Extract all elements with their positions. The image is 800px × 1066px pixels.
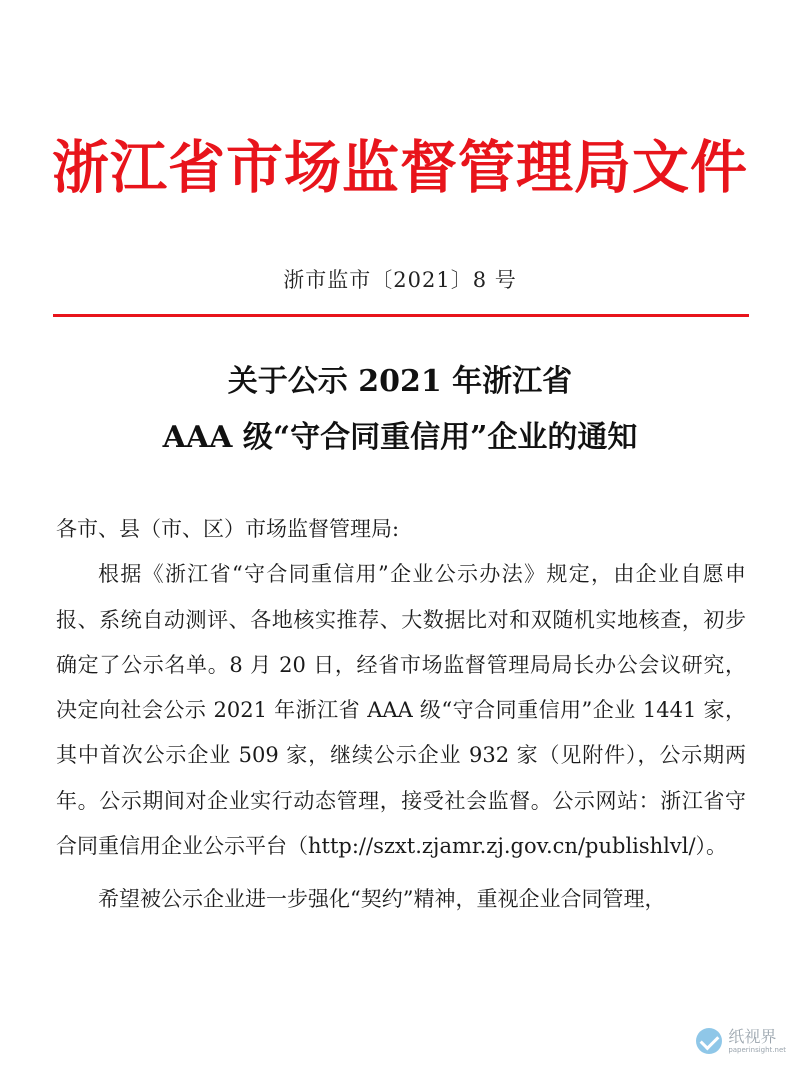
document-body [56, 507, 746, 923]
document-number: 浙市监市〔2021〕8 号 [283, 268, 517, 292]
paperinsight-logo-icon [696, 1028, 722, 1054]
salutation: 各市、县（市、区）市场监督管理局: [56, 517, 400, 541]
red-divider-line [53, 314, 749, 317]
body-paragraph-1: 根据《浙江省“守合同重信用”企业公示办法》规定，由企业自愿申报、系统自动测评、各地核实推荐、大数据比对和双随机实地核查，初步确定了公示名单。8 月 20 日，经省市场监督管理局局长办公会议研究，决定向社会公示 2021 年浙江省 AAA 级“守合同重信用”企业 1441 家，其中首次公示企业 509 家，继续公示企业 932 家（见附件），公示期两年。公示期间对企业实行动态管理，接受社会监督。公示网站：浙江省守合同重信用企业公示平台（http://szxt.zjamr.zj.gov.cn/publishlvl/）。 [56, 562, 746, 859]
watermark-name: 纸视界 [728, 1026, 777, 1046]
agency-header-title: 浙江省市场监督管理局文件 [52, 134, 748, 201]
watermark-text [728, 1026, 786, 1054]
watermark [696, 1028, 786, 1054]
notice-title-line-2: AAA 级“守合同重信用”企业的通知 [162, 420, 638, 455]
body-paragraph-2: 希望被公示企业进一步强化“契约”精神，重视企业合同管理， [98, 887, 666, 912]
watermark-url: paperinsight.net [728, 1045, 786, 1054]
notice-title-line-1: 关于公示 2021 年浙江省 [227, 364, 573, 399]
